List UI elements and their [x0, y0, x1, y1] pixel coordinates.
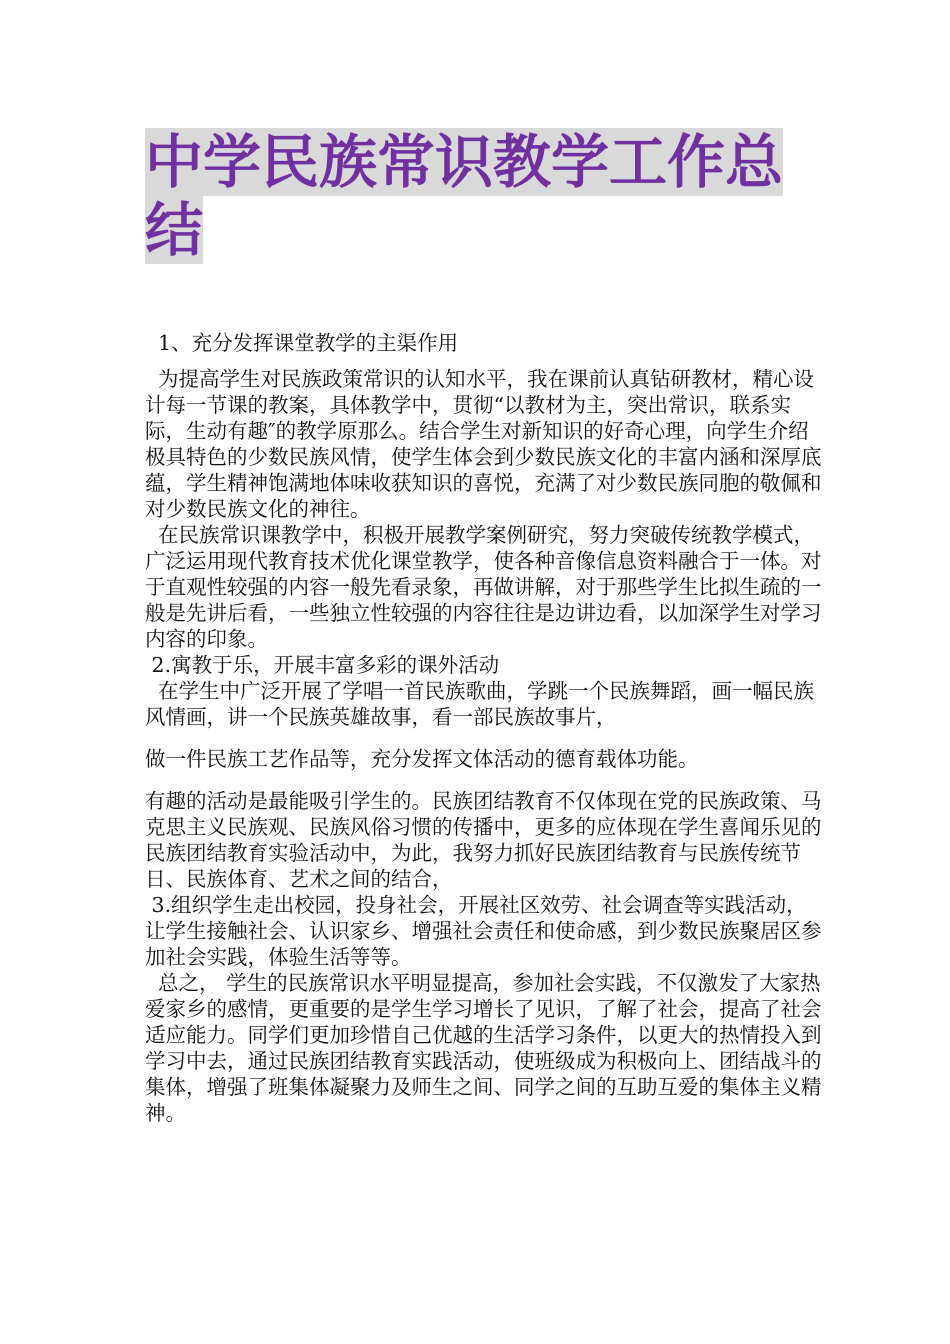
document-body [145, 330, 825, 1126]
paragraph-5: 有趣的活动是最能吸引学生的。民族团结教育不仅体现在党的民族政策、马克思主义民族观、民族风俗习惯的传播中，更多的应体现在学生喜闻乐见的民族团结教育实验活动中，为此，我努力抓好民族团结教育与民族传统节日、民族体育、艺术之间的结合， [145, 789, 822, 891]
paragraph-3: 在学生中广泛开展了学唱一首民族歌曲，学跳一个民族舞蹈，画一幅民族风情画，讲一个民族英雄故事，看一部民族故事片， [145, 679, 815, 729]
paragraph-2: 在民族常识课教学中，积极开展教学案例研究，努力突破传统教学模式，广泛运用现代教育技术优化课堂教学，使各种音像信息资料融合于一体。对于直观性较强的内容一般先看录象，再做讲解，对于那些学生比拟生疏的一般是先讲后看，一些独立性较强的内容往往是边讲边看，以加深学生对学习内容的印象。 [145, 523, 822, 651]
paragraph-summary: 总之， 学生的民族常识水平明显提高，参加社会实践，不仅激发了大家热爱家乡的感情，更重要的是学生学习增长了见识，了解了社会，提高了社会适应能力。同学们更加珍惜自己优越的生活学习条件，以更大的热情投入到学习中去，通过民族团结教育实践活动，使班级成为积极向上、团结战斗的集体，增强了班集体凝聚力及师生之间、同学之间的互助互爱的集体主义精神。 [145, 971, 822, 1125]
paragraph-1: 为提高学生对民族政策常识的认知水平，我在课前认真钻研教材，精心设计每一节课的教案，具体教学中，贯彻“以教材为主，突出常识，联系实际，生动有趣″的教学原那么。结合学生对新知识的好奇心理，向学生介绍极具特色的少数民族风情，使学生体会到少数民族文化的丰富内涵和深厚底蕴，学生精神饱满地体味收获知识的喜悦，充满了对少数民族同胞的敬佩和对少数民族文化的神往。 [145, 367, 822, 521]
document-title [145, 128, 825, 264]
section-heading-2: 2.寓教于乐，开展丰富多彩的课外活动 [145, 653, 500, 677]
section-heading-3: 3.组织学生走出校园，投身社会，开展社区效劳、社会调查等实践活动，让学生接触社会、认识家乡、增强社会责任和使命感，到少数民族聚居区参加社会实践，体验生活等等。 [145, 893, 822, 969]
title-highlight: 中学民族常识教学工作总结 [145, 128, 784, 264]
paragraph-4: 做一件民族工艺作品等，充分发挥文体活动的德育载体功能。 [145, 747, 699, 771]
section-heading-1: 1、充分发挥课堂教学的主渠作用 [145, 331, 459, 355]
